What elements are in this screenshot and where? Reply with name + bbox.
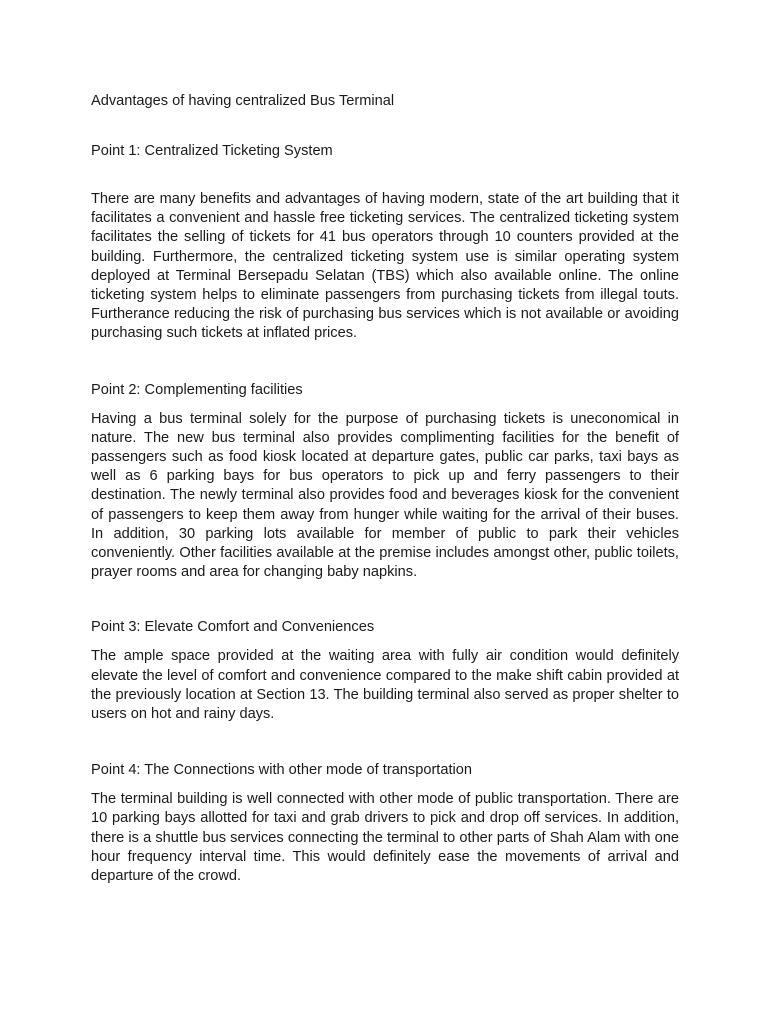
document-title: Advantages of having centralized Bus Terminal — [91, 93, 395, 109]
section-body-point-3: The ample space provided at the waiting area with fully air condition would definitely elevate the level of comfort and convenience compared to the make shift cabin provided at the previously location at Section 13. The building terminal also served as proper shelter to users on hot and rainy days. — [91, 648, 679, 723]
section-body-point-1: There are many benefits and advantages of having modern, state of the art building that it facilitates a convenient and hassle free ticketing services. The centralized ticketing system facilitates the selling of tickets for 41 bus operators through 10 counters provided at the building. Furthermore, the centralized ticketing system use is similar operating system deployed at Terminal Bersepadu Selatan (TBS) which also available online. The online ticketing system helps to eliminate passengers from purchasing tickets from illegal touts. Furtherance reducing the risk of purchasing bus services which is not available or avoiding purchasing such tickets at inflated prices. — [91, 191, 679, 342]
section-heading-point-2: Point 2: Complementing facilities — [91, 381, 303, 398]
section-heading-point-3: Point 3: Elevate Comfort and Conveniences — [91, 619, 375, 636]
section-body-point-2: Having a bus terminal solely for the purpose of purchasing tickets is uneconomical in nature. The new bus terminal also provides complimenting facilities for the benefit of passengers such as food kiosk located at departure gates, public car parks, taxi bays as well as 6 parking bays for bus operators to pick up and ferry passengers to their destination. The newly terminal also provides food and beverages kiosk for the convenient of passengers to keep them away from hunger while waiting for the arrival of their buses. In addition, 30 parking lots available for member of public to park their vehicles conveniently. Other facilities available at the premise includes amongst other, public toilets, prayer rooms and area for changing baby napkins. — [91, 410, 679, 581]
section-body-point-4: The terminal building is well connected with other mode of public transportation. There are 10 parking bays allotted for taxi and grab drivers to pick and drop off services. In addition, there is a shuttle bus services connecting the terminal to other parts of Shah Alam with one hour frequency interval time. This would definitely ease the movements of arrival and departure of the crowd. — [91, 791, 679, 885]
section-heading-point-4: Point 4: The Connections with other mode of transportation — [91, 762, 473, 779]
document-page — [91, 91, 679, 886]
section-heading-point-1: Point 1: Centralized Ticketing System — [91, 143, 333, 159]
